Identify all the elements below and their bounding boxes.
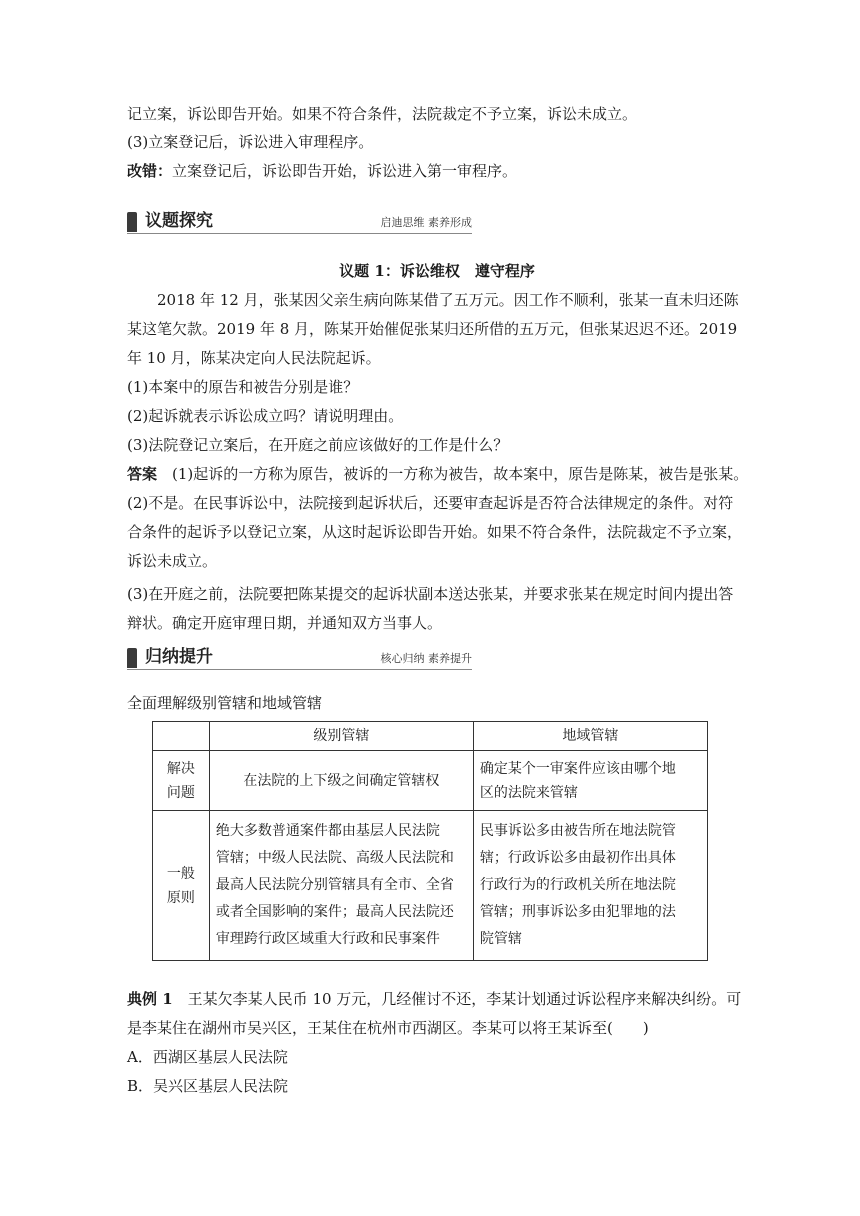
case-line: 某这笔欠款。2019 年 8 月，陈某开始催促张某归还所借的五万元，但张某迟迟不还。2019 — [127, 320, 738, 338]
topic-title: 议题 1：诉讼维权 遵守程序 — [339, 262, 535, 280]
section-subtitle: 启迪思维 素养形成 — [380, 216, 472, 229]
section-header-summary — [127, 648, 472, 670]
answer-text: (1)起诉的一方称为原告，被诉的一方称为被告，故本案中，原告是陈某，被告是张某。 — [157, 465, 749, 483]
answer-label: 答案 — [127, 465, 158, 483]
question-item: (3)法院登记立案后，在开庭之前应该做好的工作是什么？ — [127, 436, 509, 454]
section-title: 议题探究 — [145, 211, 213, 231]
answer-line: 辩状。确定开庭审理日期，并通知双方当事人。 — [127, 614, 443, 632]
text-line: (3)立案登记后，诉讼进入审理程序。 — [127, 133, 374, 151]
answer-line: (3)在开庭之前，法院要把陈某提交的起诉状副本送达张某，并要求张某在规定时间内提出答 — [127, 585, 734, 603]
answer-line: (2)不是。在民事诉讼中，法院接到起诉状后，还要审查起诉是否符合法律规定的条件。对符 — [127, 494, 734, 512]
table-row — [153, 811, 708, 961]
table-header-cell: 级别管辖 — [209, 722, 473, 751]
example-text: 王某欠李某人民币 10 万元，几经催讨不还，李某计划通过诉讼程序来解决纠纷。可 — [172, 990, 742, 1008]
question-item: (1)本案中的原告和被告分别是谁？ — [127, 378, 359, 396]
example-label: 典例 1 — [127, 990, 173, 1008]
section-rule — [127, 669, 472, 670]
table-header-row — [153, 722, 708, 751]
table-header-cell: 地域管辖 — [473, 722, 707, 751]
option-item: A．西湖区基层人民法院 — [127, 1048, 288, 1066]
case-line: 年 10 月，陈某决定向人民法院起诉。 — [127, 349, 381, 367]
table-cell: 确定某个一审案件应该由哪个地 区的法院来管辖 — [473, 751, 707, 811]
example-line: 是李某住在湖州市吴兴区，王某住在杭州市西湖区。李某可以将王某诉至( ) — [127, 1019, 649, 1037]
answer-line: 合条件的起诉予以登记立案，从这时起诉讼即告开始。如果不符合条件，法院裁定不予立案， — [127, 523, 743, 541]
correction-line — [127, 160, 747, 182]
question-item: (2)起诉就表示诉讼成立吗？请说明理由。 — [127, 407, 404, 425]
row-label: 解决 问题 — [153, 751, 210, 811]
table-title: 全面理解级别管辖和地域管辖 — [127, 694, 323, 712]
correction-label: 改错： — [127, 162, 173, 180]
jurisdiction-table — [152, 721, 708, 961]
text-line: 记立案，诉讼即告开始。如果不符合条件，法院裁定不予立案，诉讼未成立。 — [127, 105, 638, 123]
case-line: 2018 年 12 月，张某因父亲生病向陈某借了五万元。因工作不顺利，张某一直未归还陈 — [127, 291, 739, 309]
answer-first-line — [127, 463, 747, 485]
section-rule — [127, 233, 472, 234]
table-cell: 绝大多数普通案件都由基层人民法院 管辖；中级人民法院、高级人民法院和 最高人民法院分别管辖具有全市、全省 或者全国影响的案件；最高人民法院还 审理跨行政区域重大行政和民事案件 — [209, 811, 473, 961]
table-cell: 民事诉讼多由被告所在地法院管 辖；行政诉讼多由最初作出具体 行政行为的行政机关所在地法院 管辖；刑事诉讼多由犯罪地的法 院管辖 — [473, 811, 707, 961]
section-title: 归纳提升 — [145, 647, 213, 667]
section-marker-icon — [127, 212, 137, 232]
section-header-discussion — [127, 212, 472, 234]
option-item: B．吴兴区基层人民法院 — [127, 1077, 289, 1095]
row-label: 一般 原则 — [153, 811, 210, 961]
table-header-cell — [153, 722, 210, 751]
table-cell: 在法院的上下级之间确定管辖权 — [209, 751, 473, 811]
example-first-line — [127, 988, 747, 1010]
section-subtitle: 核心归纳 素养提升 — [380, 652, 472, 665]
table-row — [153, 751, 708, 811]
answer-line: 诉讼未成立。 — [127, 552, 218, 570]
correction-text: 立案登记后，诉讼即告开始，诉讼进入第一审程序。 — [172, 162, 518, 180]
section-marker-icon — [127, 648, 137, 668]
